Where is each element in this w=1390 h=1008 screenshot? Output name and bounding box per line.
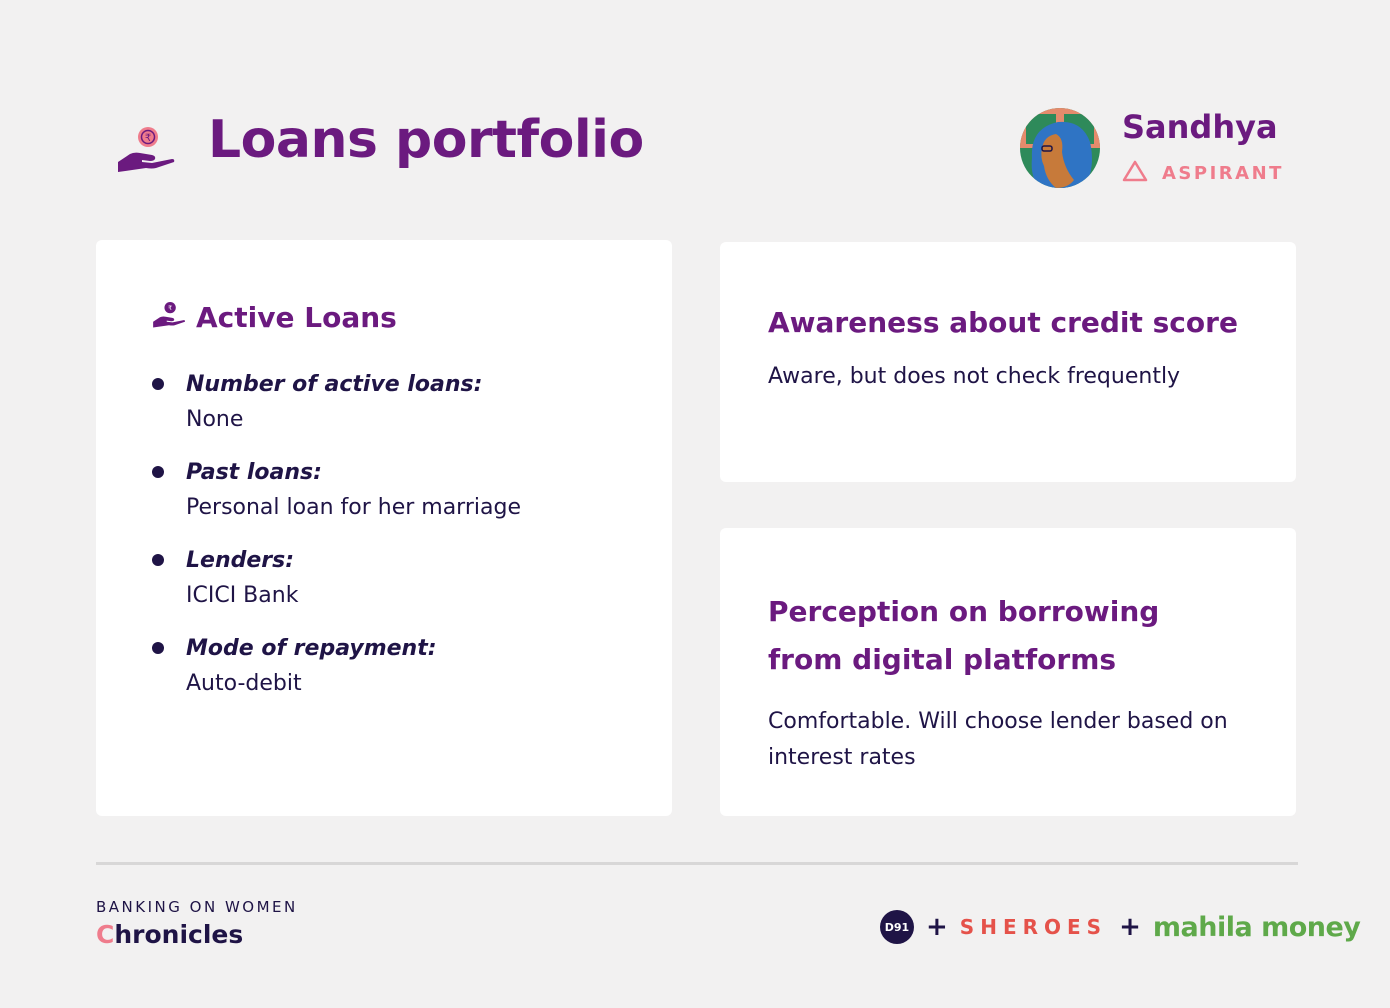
digital-borrowing-text: Comfortable. Will choose lender based on interest rates — [768, 709, 1228, 770]
svg-text:₹: ₹ — [168, 304, 173, 312]
persona-name: Sandhya — [1122, 108, 1278, 146]
loan-field-label: Past loans: — [186, 460, 322, 485]
loan-field-value: None — [186, 407, 244, 432]
page-title: Loans portfolio — [208, 110, 644, 170]
credit-score-title: Awareness about credit score — [768, 306, 1238, 339]
brand-rest: hronicles — [114, 920, 244, 949]
persona-type: ASPIRANT — [1162, 162, 1284, 184]
avatar — [1020, 108, 1100, 188]
footer-brand-logo — [96, 920, 243, 949]
loan-field-label: Lenders: — [186, 548, 295, 573]
triangle-outline-icon — [1122, 160, 1148, 186]
active-loans-list — [152, 368, 652, 720]
partner-logos — [880, 910, 1360, 944]
digital-borrowing-card — [720, 528, 1296, 816]
list-item — [152, 544, 652, 614]
active-loans-header — [152, 300, 397, 334]
brand-first-letter: C — [96, 920, 115, 949]
credit-score-text: Aware, but does not check frequently — [768, 364, 1181, 389]
persona-type-badge — [1122, 160, 1284, 186]
list-item — [152, 632, 652, 702]
active-loans-title: Active Loans — [196, 300, 397, 334]
credit-score-card — [720, 242, 1296, 482]
bullet-icon — [152, 466, 164, 478]
bullet-icon — [152, 642, 164, 654]
mahila-money-logo: mahila money — [1152, 911, 1361, 943]
hand-rupee-coin-icon — [152, 300, 186, 334]
loan-field-value: ICICI Bank — [186, 583, 299, 608]
list-item — [152, 456, 652, 526]
plus-separator: + — [1119, 912, 1141, 942]
loan-field-label: Mode of repayment: — [186, 636, 437, 661]
bullet-icon — [152, 378, 164, 390]
sheroes-logo: SHEROES — [959, 915, 1108, 939]
active-loans-card — [96, 240, 672, 816]
loan-field-label: Number of active loans: — [186, 372, 483, 397]
list-item — [152, 368, 652, 438]
footer-divider — [96, 862, 1298, 865]
bullet-icon — [152, 554, 164, 566]
loan-field-value: Personal loan for her marriage — [186, 495, 521, 520]
d91-logo: D91 — [880, 910, 914, 944]
svg-text:₹: ₹ — [144, 133, 152, 144]
hand-rupee-coin-icon — [116, 124, 176, 176]
digital-borrowing-title: Perception on borrowing from digital platforms — [768, 595, 1160, 676]
footer-kicker: BANKING ON WOMEN — [96, 898, 298, 916]
plus-separator: + — [926, 912, 948, 942]
loan-field-value: Auto-debit — [186, 671, 302, 696]
